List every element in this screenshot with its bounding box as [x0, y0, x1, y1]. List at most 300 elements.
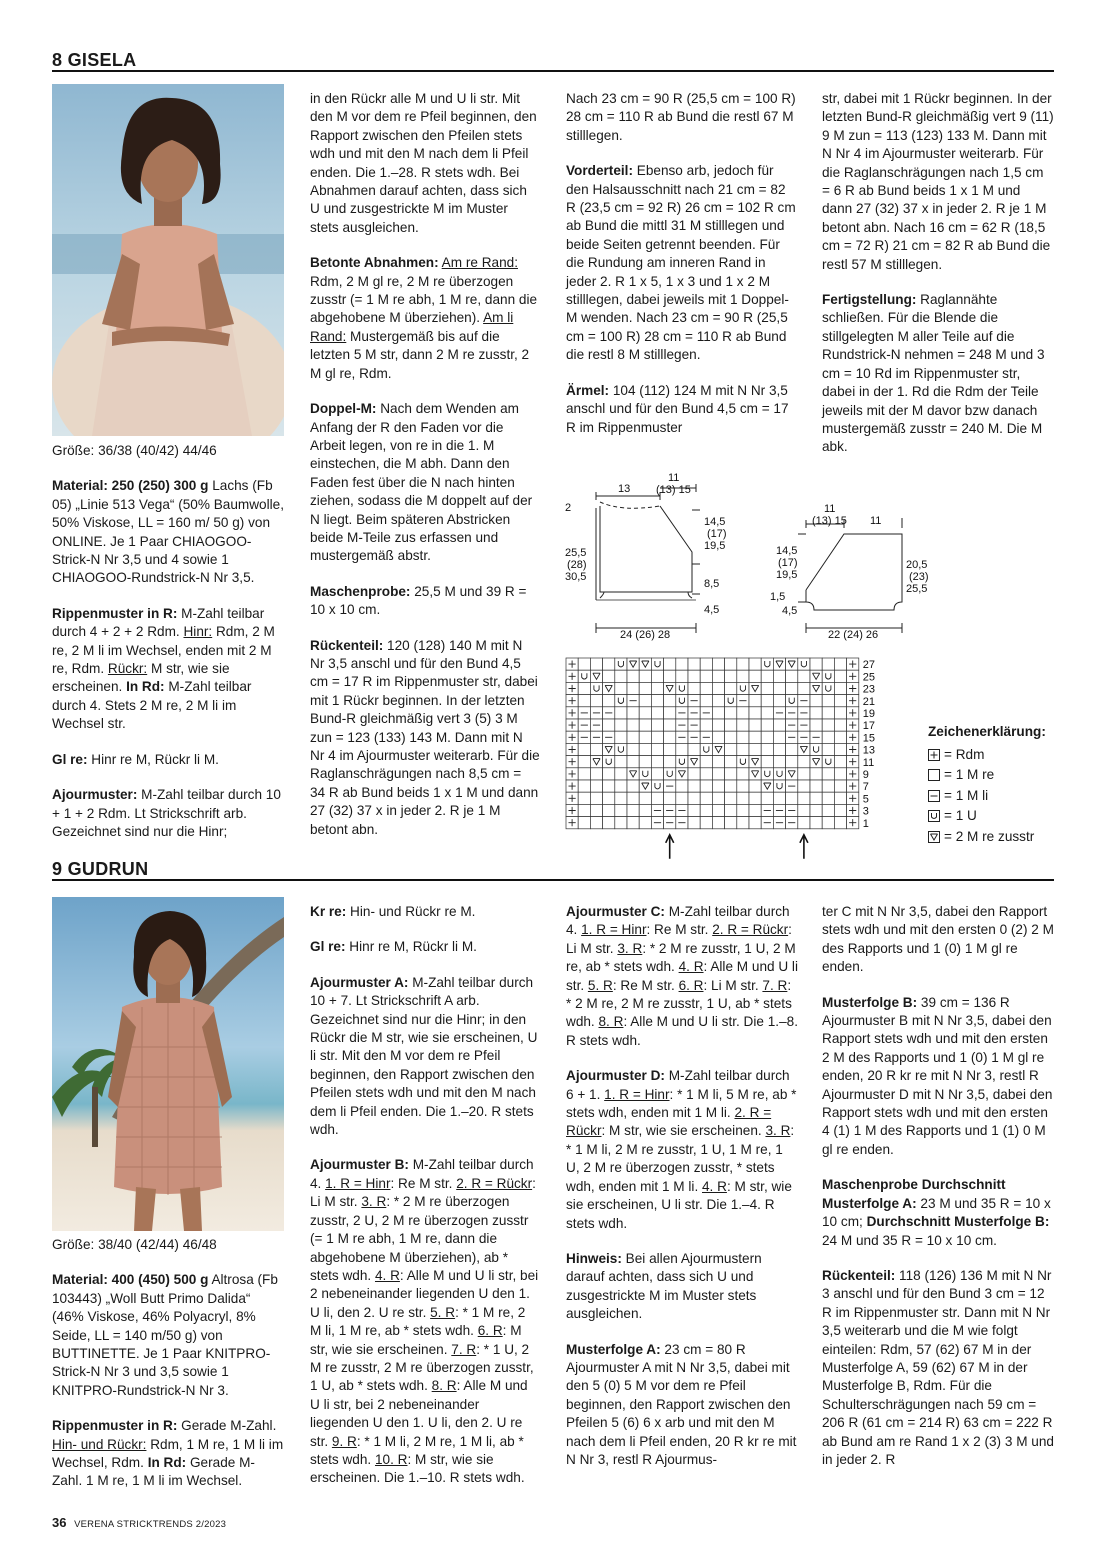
chart-cell: [566, 719, 578, 731]
text-column-gudrun-3: [566, 903, 798, 1486]
chart-row-label: 23: [862, 683, 876, 696]
chart-cell: [688, 695, 700, 707]
model-photo-gisela: [52, 84, 284, 436]
schema-body-top-n1: 11: [668, 472, 680, 484]
chart-cell: [627, 695, 639, 707]
lace-pattern-paragraph: Ajourmuster: M-Zahl teilbar durch 10 + 1 + 2 Rdm. Lt Strickschrift arb. Gezeichnet sind nur die Hinr;: [52, 787, 281, 839]
chart-cell: [737, 682, 749, 694]
chart-cell: [664, 768, 676, 780]
chart-cell: [688, 719, 700, 731]
chart-cell: [664, 658, 676, 670]
material-paragraph: Material: 400 (450) 500 g Altrosa (Fb 103443) „Woll Butt Primo Dalida“ (46% Viskose, 46% Polyacryl, 8% Seide, LL = 140 m/50 g) von BUTTINETTE. Je 1 Paar KNITPRO-Strick-N Nr 3 und 3,5 sowie 1 KNITPRO-Rundstrick-N Nr 3.: [52, 1272, 278, 1398]
chart-cell: [773, 719, 785, 731]
chart-cell: [786, 804, 798, 816]
chart-cell: [566, 695, 578, 707]
chart-row-label: 1: [862, 817, 869, 830]
chart-cell: [712, 682, 724, 694]
chart-cell: [688, 817, 700, 829]
chart-cell: [627, 756, 639, 768]
chart-cell: [712, 792, 724, 804]
chart-cell: [627, 670, 639, 682]
legend-item-yarnover: = 1 U: [928, 806, 1046, 827]
chart-cell: [822, 682, 834, 694]
gauge-paragraph: Maschenprobe: 25,5 M und 39 R = 10 x 10 cm.: [310, 583, 527, 618]
chart-cell: [627, 707, 639, 719]
chart-cell: [639, 780, 651, 792]
text-column-gisela-3: [566, 90, 798, 454]
chart-cell: [627, 682, 639, 694]
chart-cell: [566, 804, 578, 816]
chart-cell: [639, 707, 651, 719]
chart-cell: [578, 817, 590, 829]
chart-cell: [603, 792, 615, 804]
chart-cell: [603, 670, 615, 682]
schema-body-top-width: 13: [618, 483, 631, 495]
chart-cell: [798, 780, 810, 792]
legend-title: Zeichenerklärung:: [928, 724, 1046, 739]
chart-row-label: 17: [862, 720, 876, 733]
chart-cell: [847, 817, 859, 829]
chart-cell: [615, 670, 627, 682]
chart-cell: [664, 792, 676, 804]
chart-cell: [737, 780, 749, 792]
chart-cell: [712, 670, 724, 682]
chart-cell: [834, 682, 846, 694]
chart-cell: [749, 658, 761, 670]
chart-cell: [798, 719, 810, 731]
chart-cell: [615, 743, 627, 755]
chart-cell: [566, 768, 578, 780]
chart-cell: [627, 792, 639, 804]
chart-cell: [615, 658, 627, 670]
chart-cell: [834, 707, 846, 719]
chart-cell: [603, 780, 615, 792]
chart-cell: [773, 792, 785, 804]
chart-cell: [651, 756, 663, 768]
lace-d-paragraph: Ajourmuster D: M-Zahl teilbar durch 6 + 1. 1. R = Hinr: * 1 M li, 5 M re, ab * stets wdh, enden mit 1 M li. 2. R = Rückr: M str, wie sie erscheinen. 3. R: * 1 M li, 2 M re zusstr, 1 U, 1 M re, 1 U, 2 M re überzogen zusstr, * stets wdh, enden mit 1 M li. 4. R: M str, wie sie erscheinen, U li str. Die 1.–4. R stets wdh.: [566, 1068, 797, 1231]
chart-cell: [627, 658, 639, 670]
chart-cell: [700, 682, 712, 694]
chart-cell: [639, 695, 651, 707]
chart-cell: [786, 817, 798, 829]
chart-cell: [664, 670, 676, 682]
chart-cell: [700, 731, 712, 743]
chart-cell: [578, 743, 590, 755]
chart-cell: [847, 780, 859, 792]
knit-stitch-icon: [928, 769, 940, 781]
chart-cell: [810, 670, 822, 682]
text-column-gisela-1: [52, 442, 284, 858]
chart-cell: [712, 731, 724, 743]
chart-cell: [822, 780, 834, 792]
chart-cell: [590, 743, 602, 755]
chart-cell: [737, 731, 749, 743]
chart-cell: [700, 707, 712, 719]
chart-row-label: 11: [862, 756, 875, 769]
chart-cell: [639, 731, 651, 743]
chart-cell: [664, 719, 676, 731]
chart-cell: [786, 768, 798, 780]
pattern-sequence-b-paragraph: Musterfolge B: 39 cm = 136 R Ajourmuster B mit N Nr 3,5, dabei den Rapport stets wdh und mit den ersten 2 M des Rapports und 1 (0) 1 M gl re enden, 20 R kr re mit N Nr 3, restl R Ajourmuster D mit N Nr 3,5, dabei den Rapport stets wdh und mit den ersten 4 (1) 1 M des Rapports und 1 (1) 0 M gl re enden.: [822, 994, 1053, 1157]
chart-cell: [590, 695, 602, 707]
chart-cell: [798, 658, 810, 670]
chart-cell: [847, 658, 859, 670]
chart-cell: [749, 756, 761, 768]
chart-cell: [590, 804, 602, 816]
chart-row-label: 25: [862, 671, 876, 684]
chart-cell: [688, 658, 700, 670]
schema-body-r85: 8,5: [704, 578, 720, 590]
chart-row-label: 27: [862, 659, 876, 672]
chart-cell: [725, 743, 737, 755]
chart-cell: [847, 804, 859, 816]
chart-cell: [603, 695, 615, 707]
chart-cell: [822, 792, 834, 804]
text-column-gisela-4: [822, 90, 1054, 474]
chart-cell: [773, 780, 785, 792]
back-piece-paragraph: Rückenteil: 118 (126) 136 M mit N Nr 3 anschl und für den Bund 3 cm = 12 R im Rippenmuster str. Dann mit N Nr 3,5 weiterarb und die M wie folgt einteilen: Rdm, 57 (62) 67 M in der Musterfolge A, 59 (62) 67 M in der Musterfolge B, Rdm. Für die Schulterschrägungen nach 59 cm = 206 R (61 cm = 214 R) 63 cm = 222 R ab Bund am re Rand 1 x 2 (3) 3 M und in jeder 2. R: [822, 1267, 1054, 1467]
chart-cell: [615, 756, 627, 768]
chart-cell: [566, 658, 578, 670]
chart-cell: [737, 707, 749, 719]
model-photo-gudrun: [52, 897, 284, 1231]
chart-cell: [737, 792, 749, 804]
chart-cell: [798, 804, 810, 816]
chart-cell: [615, 707, 627, 719]
chart-cell: [615, 768, 627, 780]
chart-cell: [603, 682, 615, 694]
section-rule: [52, 70, 1054, 72]
chart-cell: [761, 804, 773, 816]
chart-cell: [590, 707, 602, 719]
schema-body-left-h0: 25,5: [565, 547, 587, 559]
schema-body-left-h2: 30,5: [565, 571, 587, 583]
stockinette-paragraph: Gl re: Hinr re M, Rückr li M.: [52, 751, 219, 767]
schema-body-l2: 2: [565, 502, 572, 514]
chart-cell: [664, 707, 676, 719]
chart-cell: [676, 743, 688, 755]
magazine-name: VERENA STRICKTRENDS 2/2023: [74, 1519, 227, 1530]
material-paragraph: Material: 250 (250) 300 g Lachs (Fb 05) „Linie 513 Vega“ (50% Baumwolle, 50% Viskose, LL = 160 m/ 50 g) von ONLINE. Je 1 Paar CHIAOGOO-Strick-N Nr 3,5 und 4 sowie 1 CHIAOGOO-Rundstrick-N Nr 3,5.: [52, 478, 284, 586]
chart-cell: [578, 658, 590, 670]
chart-cell: [676, 707, 688, 719]
text-column-gudrun-2: [310, 903, 540, 1505]
chart-row-label: 13: [862, 744, 876, 757]
chart-cell: [712, 743, 724, 755]
finishing-paragraph: Fertigstellung: Raglannähte schließen. Für die Blende die stillgelegten M aller Teile auf die Rundstrick-N nehmen = 248 M und 3 cm = 10 Rd im Rippenmuster str, dabei in der 1. Rd die Rdm der Teile jeweils mit der M davor bzw danach mustergemäß zusstr = 240 M. Die M abk.: [822, 292, 1045, 455]
chart-cell: [578, 682, 590, 694]
chart-cell: [737, 719, 749, 731]
chart-cell: [676, 682, 688, 694]
chart-cell: [700, 743, 712, 755]
chart-cell: [773, 756, 785, 768]
lace-continued-paragraph: in den Rückr alle M und U li str. Mit den M vor dem re Pfeil beginnen, den Rapport zwischen den Pfeilen stets wdh und mit den M nach dem li Pfeil enden. Die 1.–28. R stets wdh. Bei Abnahmen darauf achten, dass sich U und zusgestrickte M im Muster stets ausgleichen.: [310, 91, 537, 235]
chart-cell: [834, 804, 846, 816]
chart-cell: [822, 670, 834, 682]
chart-cell: [590, 682, 602, 694]
chart-cell: [639, 658, 651, 670]
chart-cell: [798, 682, 810, 694]
chart-cell: [603, 731, 615, 743]
chart-cell: [737, 768, 749, 780]
chart-cell: [810, 792, 822, 804]
chart-cell: [786, 792, 798, 804]
chart-cell: [773, 682, 785, 694]
chart-cell: [578, 731, 590, 743]
chart-cell: [834, 780, 846, 792]
chart-cell: [578, 707, 590, 719]
schema-sleeve-top-n2: (13) 15: [812, 515, 847, 527]
chart-cell: [847, 743, 859, 755]
chart-row-label: 7: [862, 781, 869, 794]
chart-cell: [786, 707, 798, 719]
section-rule: [52, 879, 1054, 881]
chart-cell: [810, 780, 822, 792]
chart-cell: [834, 658, 846, 670]
chart-cell: [639, 768, 651, 780]
chart-cell: [737, 658, 749, 670]
lace-b-paragraph: Ajourmuster B: M-Zahl teilbar durch 4. 1. R = Hinr: Re M str. 2. R = Rückr: Li M str. 3. R: * 2 M re überzogen zusstr, 2 U, 2 M re überzogen zusstr (= 1 M re abh, 1 M re, dann die abgehobene M überziehen), ab * stets wdh. 4. R: Alle M und U li str, bei 2 nebeneinander liegenden U den 1. U li, den 2. U re str. 5. R: * 1 M re, 2 M li, 1 M re, ab * stets wdh. 6. R: M str, wie sie erscheinen. 7. R: * 1 U, 2 M re zusstr, 2 M re überzogen zusstr, 1 U, ab * stets wdh. 8. R: Alle M und U li str, bei 2 nebeneinander liegenden U den 1. U li, den 2. U re str. 9. R: * 1 M li, 2 M re, 1 M li, ab * stets wdh. 10. R: M str, wie sie erscheinen. Die 1.–10. R stets wdh.: [310, 1157, 539, 1486]
schema-sleeve-l45: 4,5: [782, 605, 798, 617]
legend-item-edge: = Rdm: [928, 745, 1046, 766]
chart-cell: [566, 682, 578, 694]
chart-cell: [566, 817, 578, 829]
chart-cell: [688, 670, 700, 682]
chart-cell: [822, 768, 834, 780]
chart-cell: [700, 719, 712, 731]
schema-sleeve-left-h1: (17): [778, 557, 798, 569]
chart-cell: [798, 695, 810, 707]
chart-cell: [810, 707, 822, 719]
chart-cell: [798, 817, 810, 829]
chart-cell: [676, 731, 688, 743]
chart-cell: [773, 695, 785, 707]
schema-sleeve-top-n3: 11: [870, 515, 882, 527]
chart-cell: [725, 682, 737, 694]
chart-cell: [798, 707, 810, 719]
chart-cell: [810, 743, 822, 755]
schema-sleeve-top-n1: 11: [824, 503, 836, 515]
chart-cell: [810, 731, 822, 743]
rib-pattern-paragraph: Rippenmuster in R: Gerade M-Zahl. Hin- und Rückr: Rdm, 1 M re, 1 M li im Wechsel, Rdm. In Rd: Gerade M-Zahl. 1 M re, 1 M li im Wechsel.: [52, 1418, 284, 1489]
chart-cell: [676, 670, 688, 682]
chart-cell: [834, 670, 846, 682]
chart-cell: [651, 804, 663, 816]
chart-cell: [688, 743, 700, 755]
chart-cell: [566, 792, 578, 804]
chart-cell: [725, 670, 737, 682]
schema-sleeve-right-h2: 25,5: [906, 583, 928, 595]
chart-cell: [712, 768, 724, 780]
lace-c-paragraph: Ajourmuster C: M-Zahl teilbar durch 4. 1. R = Hinr: Re M str. 2. R = Rückr: Li M str. 3. R: * 2 M re zusstr, 1 U, 2 M re, ab * stets wdh. 4. R: Alle M und U li str. 5. R: Re M str. 6. R: Li M str. 7. R: * 2 M re, 2 M re zusstr, 1 U, ab * stets wdh. 8. R: Alle M und U li str. Die 1.–8. R stets wdh.: [566, 904, 798, 1048]
chart-cell: [639, 670, 651, 682]
chart-cell: [590, 768, 602, 780]
repeat-arrow-icon: [666, 835, 674, 859]
chart-cell: [822, 804, 834, 816]
chart-cell: [627, 768, 639, 780]
schema-body-right-h1: (17): [707, 528, 727, 540]
chart-cell: [712, 719, 724, 731]
chart-cell: [639, 719, 651, 731]
chart-cell: [627, 804, 639, 816]
chart-cell: [712, 817, 724, 829]
chart-cell: [590, 731, 602, 743]
schema-sleeve-right-h0: 20,5: [906, 559, 928, 571]
sleeve-paragraph: Ärmel: 104 (112) 124 M mit N Nr 3,5 anschl und für den Bund 4,5 cm = 17 R im Rippenmuster: [566, 382, 789, 435]
chart-cell: [749, 682, 761, 694]
schema-body-right-h0: 14,5: [704, 516, 726, 528]
chart-cell: [651, 658, 663, 670]
chart-cell: [834, 756, 846, 768]
chart-cell: [664, 804, 676, 816]
chart-cell: [578, 792, 590, 804]
schema-body-left-h1: (28): [567, 559, 587, 571]
chart-cell: [603, 768, 615, 780]
chart-cell: [603, 817, 615, 829]
chart-cell: [810, 658, 822, 670]
chart-cell: [761, 756, 773, 768]
chart-cell: [639, 756, 651, 768]
back-continued-paragraph: Nach 23 cm = 90 R (25,5 cm = 100 R) 28 cm = 110 R ab Bund die restl 67 M stilllegen.: [566, 91, 796, 143]
chart-cell: [615, 792, 627, 804]
chart-cell: [822, 756, 834, 768]
chart-cell: [676, 804, 688, 816]
chart-cell: [725, 780, 737, 792]
chart-cell: [615, 804, 627, 816]
k2tog-icon: [928, 831, 940, 843]
pattern-sequence-a-paragraph: Musterfolge A: 23 cm = 80 R Ajourmuster A mit N Nr 3,5, dabei mit den 5 (0) 5 M vor dem re Pfeil beginnen, den Rapport zwischen den Pfeilen 5 (6) 6 x arb und mit den M nach dem li Pfeil enden, 20 R kr re mit N Nr 3, restl R Ajourmus-: [566, 1341, 797, 1467]
chart-row-label: 3: [862, 805, 869, 818]
chart-cell: [810, 804, 822, 816]
back-piece-paragraph: Rückenteil: 120 (128) 140 M mit N Nr 3,5 anschl und für den Bund 4,5 cm = 17 R im Rippenmuster str, dabei mit 1 Rückr beginnen. In der letzten Bund-R gleichmäßig vert 3 (5) 3 M zun = 123 (133) 143 M. Dann mit N Nr 4 im Ajourmuster weiterarb. Für die Raglanschrägungen nach 8,5 cm = 34 R ab Bund beids 1 x 1 M und dann 27 (32) 37 x in jeder 2. R je 1 M betont abn.: [310, 637, 540, 837]
legend-item-purl: = 1 M li: [928, 786, 1046, 807]
chart-cell: [712, 707, 724, 719]
chart-cell: [651, 768, 663, 780]
chart-cell: [676, 792, 688, 804]
chart-cell: [664, 780, 676, 792]
chart-cell: [761, 682, 773, 694]
chart-cell: [786, 695, 798, 707]
chart-cell: [676, 768, 688, 780]
chart-row-label: 19: [862, 708, 876, 720]
purl-stitch-icon: [928, 790, 940, 802]
chart-cell: [603, 756, 615, 768]
chart-cell: [688, 780, 700, 792]
chart-cell: [749, 743, 761, 755]
chart-cell: [822, 731, 834, 743]
chart-cell: [847, 731, 859, 743]
chart-cell: [603, 743, 615, 755]
legend-item-knit: = 1 M re: [928, 765, 1046, 786]
chart-cell: [590, 658, 602, 670]
chart-cell: [664, 695, 676, 707]
chart-cell: [664, 731, 676, 743]
text-column-gudrun-4: [822, 903, 1054, 1486]
schema-sleeve-bottom: 22 (24) 26: [828, 629, 879, 641]
chart-cell: [798, 792, 810, 804]
text-column-gisela-2: [310, 90, 540, 856]
chart-cell: [725, 817, 737, 829]
chart-cell: [834, 817, 846, 829]
chart-cell: [590, 756, 602, 768]
gauge-paragraph: Maschenprobe Durchschnitt Musterfolge A: 23 M und 35 R = 10 x 10 cm; Durchschnitt Musterfolge B: 24 M und 35 R = 10 x 10 cm.: [822, 1177, 1051, 1248]
sequence-a-continued-paragraph: ter C mit N Nr 3,5, dabei den Rapport stets wdh und mit den ersten 0 (2) 2 M des Rapports und 1 (0) 1 M gl re enden.: [822, 904, 1054, 975]
chart-cell: [578, 780, 590, 792]
chart-cell: [700, 804, 712, 816]
chart-row-label: 15: [862, 732, 876, 745]
chart-cell: [578, 670, 590, 682]
chart-cell: [639, 743, 651, 755]
chart-cell: [822, 658, 834, 670]
front-piece-paragraph: Vorderteil: Ebenso arb, jedoch für den Halsausschnitt nach 21 cm = 82 R (23,5 cm = 92 R) 26 cm = 102 R cm ab Bund die mittl 31 M stilllegen und beide Seiten getrennt beenden. Für die Rundung am inneren Rand in jeder 2. R 1 x 5, 1 x 3 und 1 x 2 M stilllegen, dabei jeweils mit 1 Doppel-M wenden. Nach 23 cm = 90 R (25,5 cm = 100 R) 28 cm = 110 R ab Bund die restl 8 M stilllegen.: [566, 163, 796, 363]
chart-cell: [822, 743, 834, 755]
chart-cell: [749, 670, 761, 682]
chart-cell: [749, 804, 761, 816]
chart-cell: [822, 707, 834, 719]
chart-cell: [798, 743, 810, 755]
chart-cell: [578, 804, 590, 816]
chart-cell: [651, 780, 663, 792]
chart-cell: [761, 707, 773, 719]
chart-cell: [810, 756, 822, 768]
garter-paragraph: Kr re: Hin- und Rückr re M.: [310, 904, 476, 919]
schema-body-r45: 4,5: [704, 604, 720, 616]
chart-cell: [834, 695, 846, 707]
chart-cell: [725, 731, 737, 743]
chart-cell: [651, 743, 663, 755]
chart-cell: [725, 719, 737, 731]
chart-cell: [688, 804, 700, 816]
chart-cell: [847, 719, 859, 731]
chart-cell: [651, 792, 663, 804]
chart-cell: [615, 695, 627, 707]
chart-cell: [761, 731, 773, 743]
schematic-sleeve: [770, 498, 940, 646]
schema-sleeve-right-h1: (23): [909, 571, 929, 583]
chart-cell: [847, 682, 859, 694]
schema-sleeve-left-h2: 19,5: [776, 569, 798, 581]
chart-cell: [627, 817, 639, 829]
chart-cell: [578, 756, 590, 768]
chart-cell: [773, 743, 785, 755]
chart-cell: [664, 817, 676, 829]
chart-cell: [603, 804, 615, 816]
chart-cell: [761, 817, 773, 829]
chart-cell: [590, 780, 602, 792]
chart-cell: [651, 682, 663, 694]
chart-cell: [566, 756, 578, 768]
chart-cell: [590, 792, 602, 804]
chart-cell: [664, 682, 676, 694]
chart-cell: [798, 756, 810, 768]
chart-row-label: 5: [862, 793, 869, 806]
chart-cell: [651, 731, 663, 743]
chart-cell: [786, 780, 798, 792]
chart-cell: [773, 731, 785, 743]
schema-body-top-n2: (13) 15: [656, 484, 691, 496]
chart-cell: [688, 707, 700, 719]
chart-cell: [786, 743, 798, 755]
chart-cell: [847, 707, 859, 719]
chart-cell: [749, 707, 761, 719]
chart-cell: [615, 817, 627, 829]
chart-cell: [749, 731, 761, 743]
section-title-gudrun: 9 GUDRUN: [52, 859, 149, 879]
chart-cell: [651, 670, 663, 682]
chart-cell: [847, 695, 859, 707]
chart-cell: [761, 658, 773, 670]
chart-cell: [639, 817, 651, 829]
